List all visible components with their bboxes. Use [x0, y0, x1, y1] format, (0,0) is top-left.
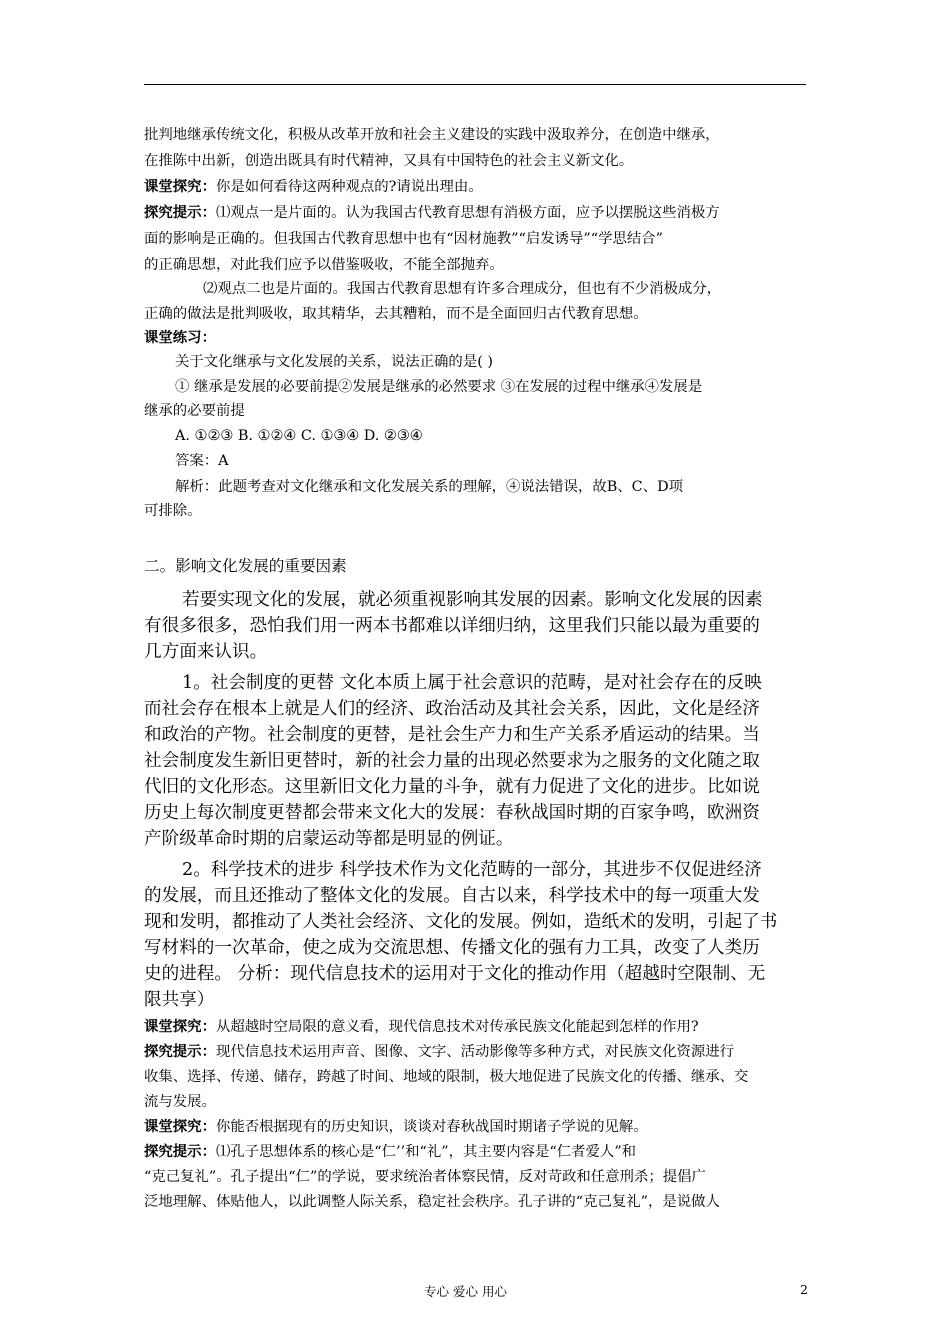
text-line: 几方面来认识。 — [144, 642, 268, 662]
line-content: ⑴孔子思想体系的核心是“仁’’和“礼”，其主要内容是“仁者爱人”和 — [215, 1144, 637, 1160]
text-line: 社会制度发生新旧更替时，新的社会力量的出现必然要求为之服务的文化随之取 — [144, 751, 760, 771]
section-label: 课堂探究： — [144, 1118, 216, 1135]
text-line: 有很多很多，恐怕我们用一两本书都难以详细归纳，这里我们只能以最为重要的 — [144, 616, 760, 636]
page-footer: 专心 爱心 用心 — [424, 1284, 507, 1299]
text-line: 的正确思想，对此我们应予以借鉴吸收，不能全部抛弃。 — [144, 257, 504, 273]
text-line: 和政治的产物。社会制度的更替，是社会生产力和生产关系矛盾运动的结果。当 — [144, 725, 760, 745]
text-line: 现和发明，都推动了人类社会经济、文化的发展。例如，造纸术的发明，引起了书 — [144, 912, 778, 932]
text-line: 若要实现文化的发展，就必须重视影响其发展的因素。影响文化发展的因素 — [182, 590, 763, 610]
text-line: 继承的必要前提 — [144, 403, 245, 419]
text-line: 面的影响是正确的。但我国古代教育思想中也有“因材施教”“启发诱导”“学思结合” — [144, 231, 664, 247]
answer: 答案：A — [175, 453, 229, 469]
line-content: 从超越时空局限的意义看，现代信息技术对传承民族文化能起到怎样的作用? — [215, 1019, 699, 1035]
question-statements: ① 继承是发展的必要前提②发展是继承的必然要求 ③在发展的过程中继承④发展是 — [175, 379, 703, 395]
text-line: ⑵观点二也是片面的。我国古代教育思想有许多合理成分，但也有不少消极成分， — [203, 281, 722, 297]
text-line — [144, 1145, 636, 1159]
section-label: 探究提示： — [144, 204, 216, 221]
section-heading: 二。影响文化发展的重要因素 — [144, 557, 347, 575]
text-line: 写材料的一次革命，使之成为交流思想、传播文化的强有力工具，改变了人类历 — [144, 938, 760, 958]
text-line: 而社会存在根本上就是人们的经济、政治活动及其社会关系，因此，文化是经济 — [144, 699, 760, 719]
text-line — [144, 1120, 648, 1134]
answer-options: A. ①②③ B. ①②④ C. ①③④ D. ②③④ — [175, 428, 423, 444]
line-content: 现代信息技术运用声音、图像、文字、活动影像等多种方式，对民族文化资源进行 — [215, 1044, 735, 1060]
text-line: “克己复礼”。孔子提出“仁”的学说，要求统治者体察民情，反对苛政和任意刑杀；提倡广 — [144, 1169, 706, 1185]
line-content: ⑴观点一是片面的。认为我国古代教育思想有消极方面，应予以摆脱这些消极方 — [215, 205, 720, 221]
section-label: 课堂练习： — [144, 329, 216, 346]
text-line: 流与发展。 — [144, 1094, 216, 1110]
explanation: 解析：此题考查对文化继承和文化发展关系的理解，④说法错误，故B、C、D项 — [175, 479, 684, 495]
text-line — [144, 180, 483, 194]
section-label: 探究提示： — [144, 1043, 216, 1060]
text-line: 1。社会制度的更替 文化本质上属于社会意识的范畴，是对社会存在的反映 — [182, 673, 762, 693]
section-label: 课堂探究： — [144, 1018, 216, 1035]
section-label: 探究提示： — [144, 1143, 216, 1160]
header-rule — [144, 84, 806, 85]
text-line — [144, 1045, 734, 1059]
text-line: 产阶级革命时期的启蒙运动等都是明显的例证。 — [144, 829, 514, 849]
page-number: 2 — [800, 1282, 808, 1297]
text-line — [144, 1020, 699, 1034]
text-line: 史的进程。 分析：现代信息技术的运用对于文化的推动作用（超越时空限制、无 — [144, 964, 766, 984]
text-line: 2。科学技术的进步 科学技术作为文化范畴的一部分，其进步不仅促进经济 — [182, 860, 762, 880]
text-line: 在推陈中出新，创造出既具有时代精神，又具有中国特色的社会主义新文化。 — [144, 153, 634, 169]
line-content: 你是如何看待这两种观点的?请说出理由。 — [215, 179, 483, 195]
text-line — [144, 206, 720, 220]
text-line: 限共享） — [144, 990, 215, 1010]
text-line: 正确的做法是批判吸收，取其精华，去其糟粕，而不是全面回归古代教育思想。 — [144, 306, 648, 322]
line-content: 你能否根据现有的历史知识，谈谈对春秋战国时期诸子学说的见解。 — [215, 1119, 648, 1135]
question-stem: 关于文化继承与文化发展的关系，说法正确的是( ) — [175, 354, 494, 370]
text-line: 历史上每次制度更替都会带来文化大的发展：春秋战国时期的百家争鸣，欧洲资 — [144, 803, 760, 823]
text-line: 的发展，而且还推动了整体文化的发展。自古以来，科学技术中的每一项重大发 — [144, 886, 760, 906]
section-label: 课堂探究： — [144, 178, 216, 195]
text-line: 泛地理解、体贴他人，以此调整人际关系，稳定社会秩序。孔子讲的“克己复礼”，是说做人 — [144, 1194, 720, 1210]
text-line: 批判地继承传统文化，积极从改革开放和社会主义建设的实践中汲取养分，在创造中继承， — [144, 127, 720, 143]
text-line: 代旧的文化形态。这里新旧文化力量的斗争，就有力促进了文化的进步。比如说 — [144, 777, 760, 797]
text-line: 可排除。 — [144, 503, 202, 519]
text-line: 收集、选择、传递、储存，跨越了时间、地域的限制，极大地促进了民族文化的传播、继承、交 — [144, 1069, 749, 1085]
